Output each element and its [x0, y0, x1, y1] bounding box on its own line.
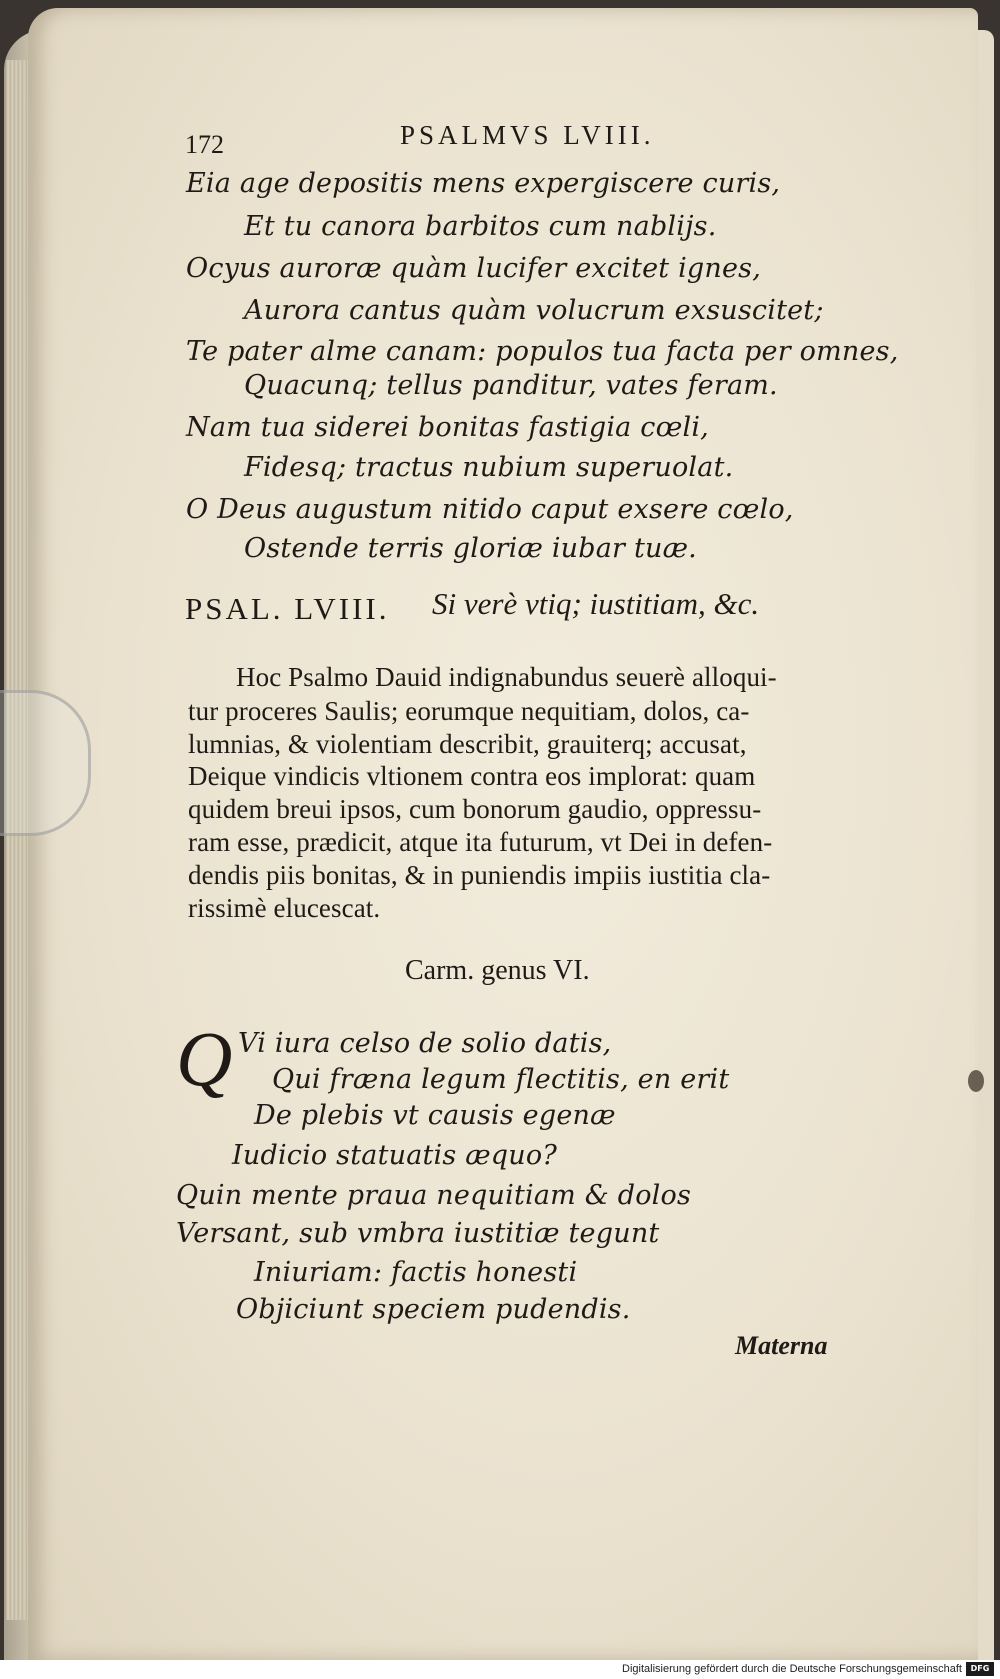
- verse-line: Te pater alme canam: populos tua facta per omnes,: [186, 336, 899, 367]
- running-head: PSALMVS LVIII.: [400, 120, 655, 150]
- argument-line: lumnias, & violentiam describit, grauiterq; accusat,: [188, 729, 747, 759]
- verse-line: Aurora cantus quàm volucrum exsuscitet;: [244, 295, 824, 326]
- verse-line: Objiciunt speciem pudendis.: [236, 1294, 631, 1325]
- page-clip: [0, 690, 91, 836]
- argument-line: Deique vindicis vltionem contra eos implorat: quam: [188, 761, 756, 791]
- psalm-incipit: Si verè vtiq; iustitiam, &c.: [432, 586, 760, 621]
- verse-line: Quin mente praua nequitiam & dolos: [176, 1180, 692, 1211]
- argument-line: ram esse, prædicit, atque ita futurum, vt Dei in defen-: [188, 827, 773, 857]
- argument-line: dendis piis bonitas, & in puniendis impiis iustitia cla-: [188, 860, 771, 890]
- verse-line: Fidesq; tractus nubium superuolat.: [244, 452, 734, 483]
- verse-line: Eia age depositis mens expergiscere curis,: [186, 168, 781, 199]
- verse-line: Nam tua siderei bonitas fastigia cœli,: [186, 412, 709, 443]
- ink-spot: [968, 1070, 984, 1092]
- verse-line: Et tu canora barbitos cum nablijs.: [244, 211, 717, 242]
- psalm-heading: PSAL. LVIII.: [185, 591, 390, 626]
- meter-heading: Carm. genus VI.: [405, 955, 590, 986]
- initial-letter: Q: [176, 1015, 233, 1102]
- verse-line: Qui fræna legum flectitis, en erit: [272, 1064, 730, 1095]
- footer-credit: Digitalisierung gefördert durch die Deutsche Forschungsgemeinschaft: [622, 1663, 962, 1675]
- verse-line: Iniuriam: factis honesti: [254, 1257, 578, 1288]
- argument-line: Hoc Psalmo Dauid indignabundus seuerè alloqui-: [236, 662, 777, 692]
- verse-line: Iudicio statuatis æquo?: [232, 1140, 558, 1171]
- verse-line: Ostende terris gloriæ iubar tuæ.: [244, 533, 697, 564]
- page-number: 172: [185, 130, 224, 159]
- verse-line: Vi iura celso de solio datis,: [238, 1028, 612, 1059]
- verse-line: Versant, sub vmbra iustitiæ tegunt: [176, 1218, 660, 1249]
- argument-line: tur proceres Saulis; eorumque nequitiam, dolos, ca-: [188, 696, 750, 726]
- verse-line: Quacunq; tellus panditur, vates feram.: [244, 370, 778, 401]
- argument-line: rissimè elucescat.: [188, 893, 381, 923]
- verse-line: De plebis vt causis egenæ: [254, 1100, 616, 1131]
- dfg-logo: DFG: [966, 1662, 994, 1676]
- page-edges: [6, 60, 28, 1620]
- verse-line: Ocyus auroræ quàm lucifer excitet ignes,: [186, 253, 761, 284]
- catchword: Materna: [735, 1331, 828, 1360]
- argument-line: quidem breui ipsos, cum bonorum gaudio, oppressu-: [188, 794, 762, 824]
- verse-line: O Deus augustum nitido caput exsere cœlo,: [186, 494, 794, 525]
